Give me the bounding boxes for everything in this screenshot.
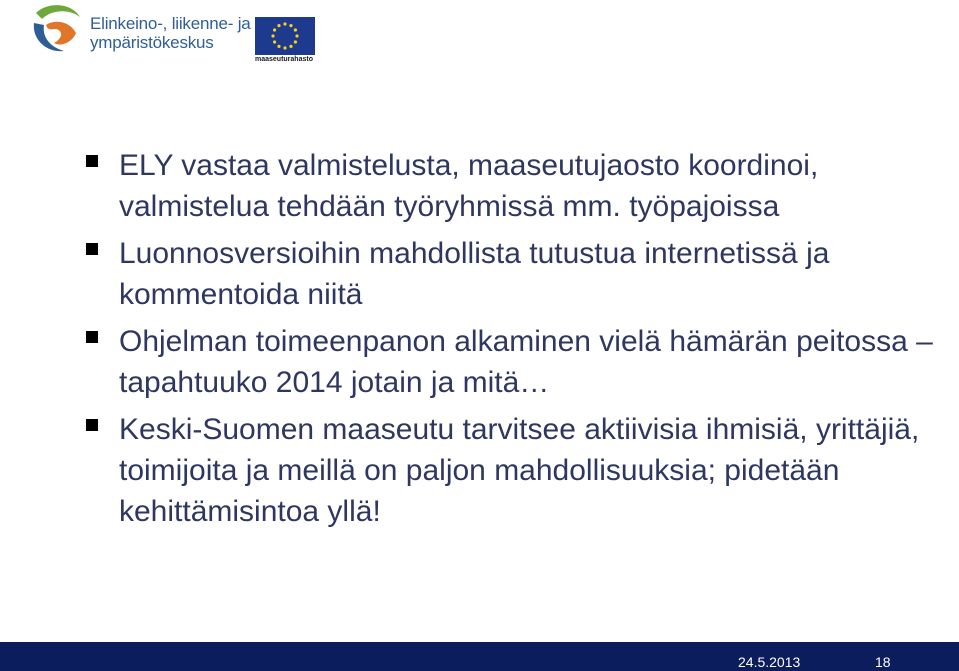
ely-organization-name	[90, 14, 251, 52]
slide-header	[0, 0, 959, 70]
eu-logo	[255, 17, 315, 63]
page-number: 18	[875, 654, 891, 670]
bullet-text: Luonnosversioihin mahdollista tutustua internetissä ja kommentoida niitä	[119, 237, 830, 311]
square-bullet-icon	[86, 331, 98, 343]
ely-name-line1: Elinkeino-, liikenne- ja	[90, 14, 251, 33]
bullet-text: ELY vastaa valmistelusta, maaseutujaosto koordinoi, valmistelua tehdään työryhmissä mm. työpajoissa	[119, 149, 819, 223]
ely-logo-icon	[30, 3, 82, 55]
square-bullet-icon	[86, 419, 98, 431]
eu-caption: maaseuturahasto	[255, 56, 313, 63]
bullet-item	[86, 409, 936, 532]
bullet-text: Ohjelman toimeenpanon alkaminen vielä hämärän peitossa – tapahtuuko 2014 jotain ja mitä…	[119, 325, 933, 399]
ely-name-line2: ympäristökeskus	[90, 33, 214, 52]
bullet-item	[86, 321, 936, 403]
slide-footer	[0, 642, 959, 671]
footer-date: 24.5.2013	[738, 654, 801, 670]
bullet-item	[86, 145, 936, 227]
eu-flag-icon	[255, 17, 315, 55]
bullet-list	[86, 145, 936, 538]
square-bullet-icon	[86, 155, 98, 167]
bullet-item	[86, 233, 936, 315]
square-bullet-icon	[86, 243, 98, 255]
bullet-text: Keski-Suomen maaseutu tarvitsee aktiivisia ihmisiä, yrittäjiä, toimijoita ja meillä on paljon mahdollisuuksia; pidetään kehittämisintoa yllä!	[119, 413, 920, 528]
